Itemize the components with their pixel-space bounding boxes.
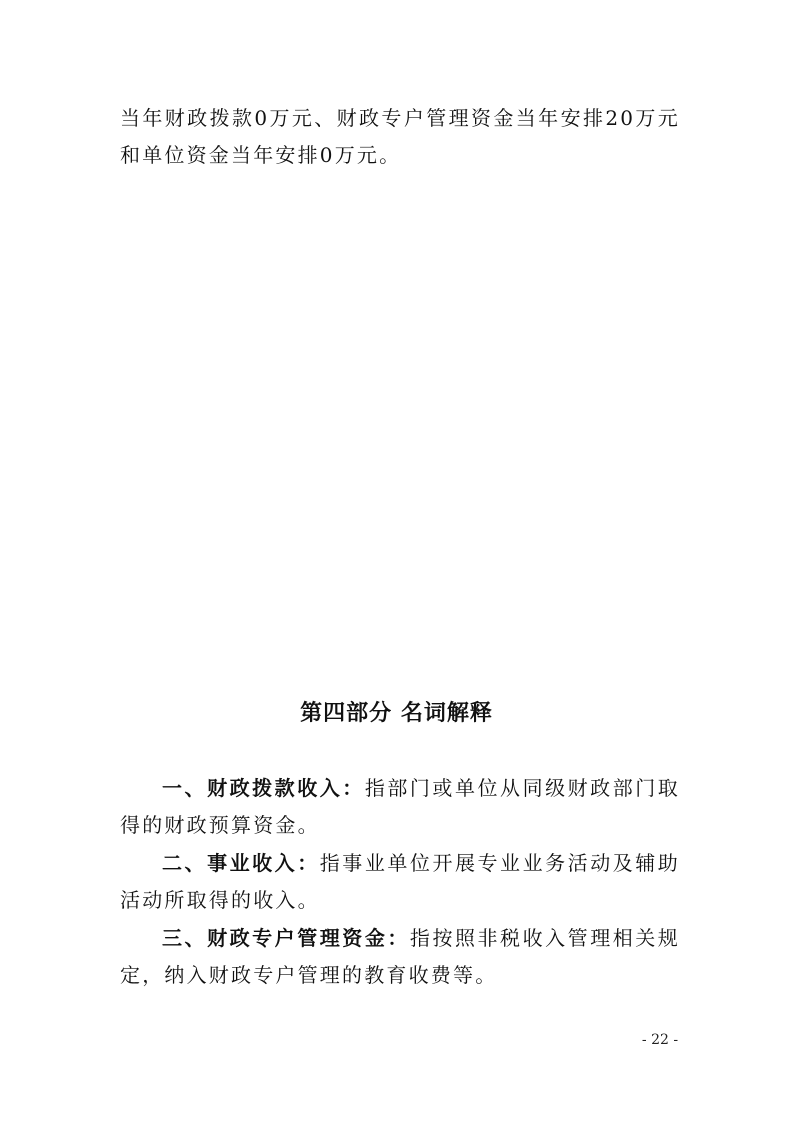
definition-term: 三、财政专户管理资金： [162,926,410,950]
definition-text: 指部门或单位从同级财政部门取得的财政预算资金。 [120,776,680,837]
page-number: - 22 - [641,1032,679,1048]
definition-text: 指事业单位开展专业业务活动及辅助活动所取得的收入。 [120,851,681,912]
definition-term: 一、财政拨款收入： [162,776,365,800]
section-title: 第四部分 名词解释 [300,701,493,726]
definition-item-special-account-funds [120,920,680,994]
definition-item-business-income [120,845,680,919]
definition-text: 指按照非税收入管理相关规定，纳入财政专户管理的教育收费等。 [120,926,681,987]
intro-paragraph: 当年财政拨款0万元、财政专户管理资金当年安排20万元和单位资金当年安排0万元。 [120,106,680,167]
definition-term: 二、事业收入： [162,851,320,875]
definition-item-fiscal-appropriation [120,770,680,844]
